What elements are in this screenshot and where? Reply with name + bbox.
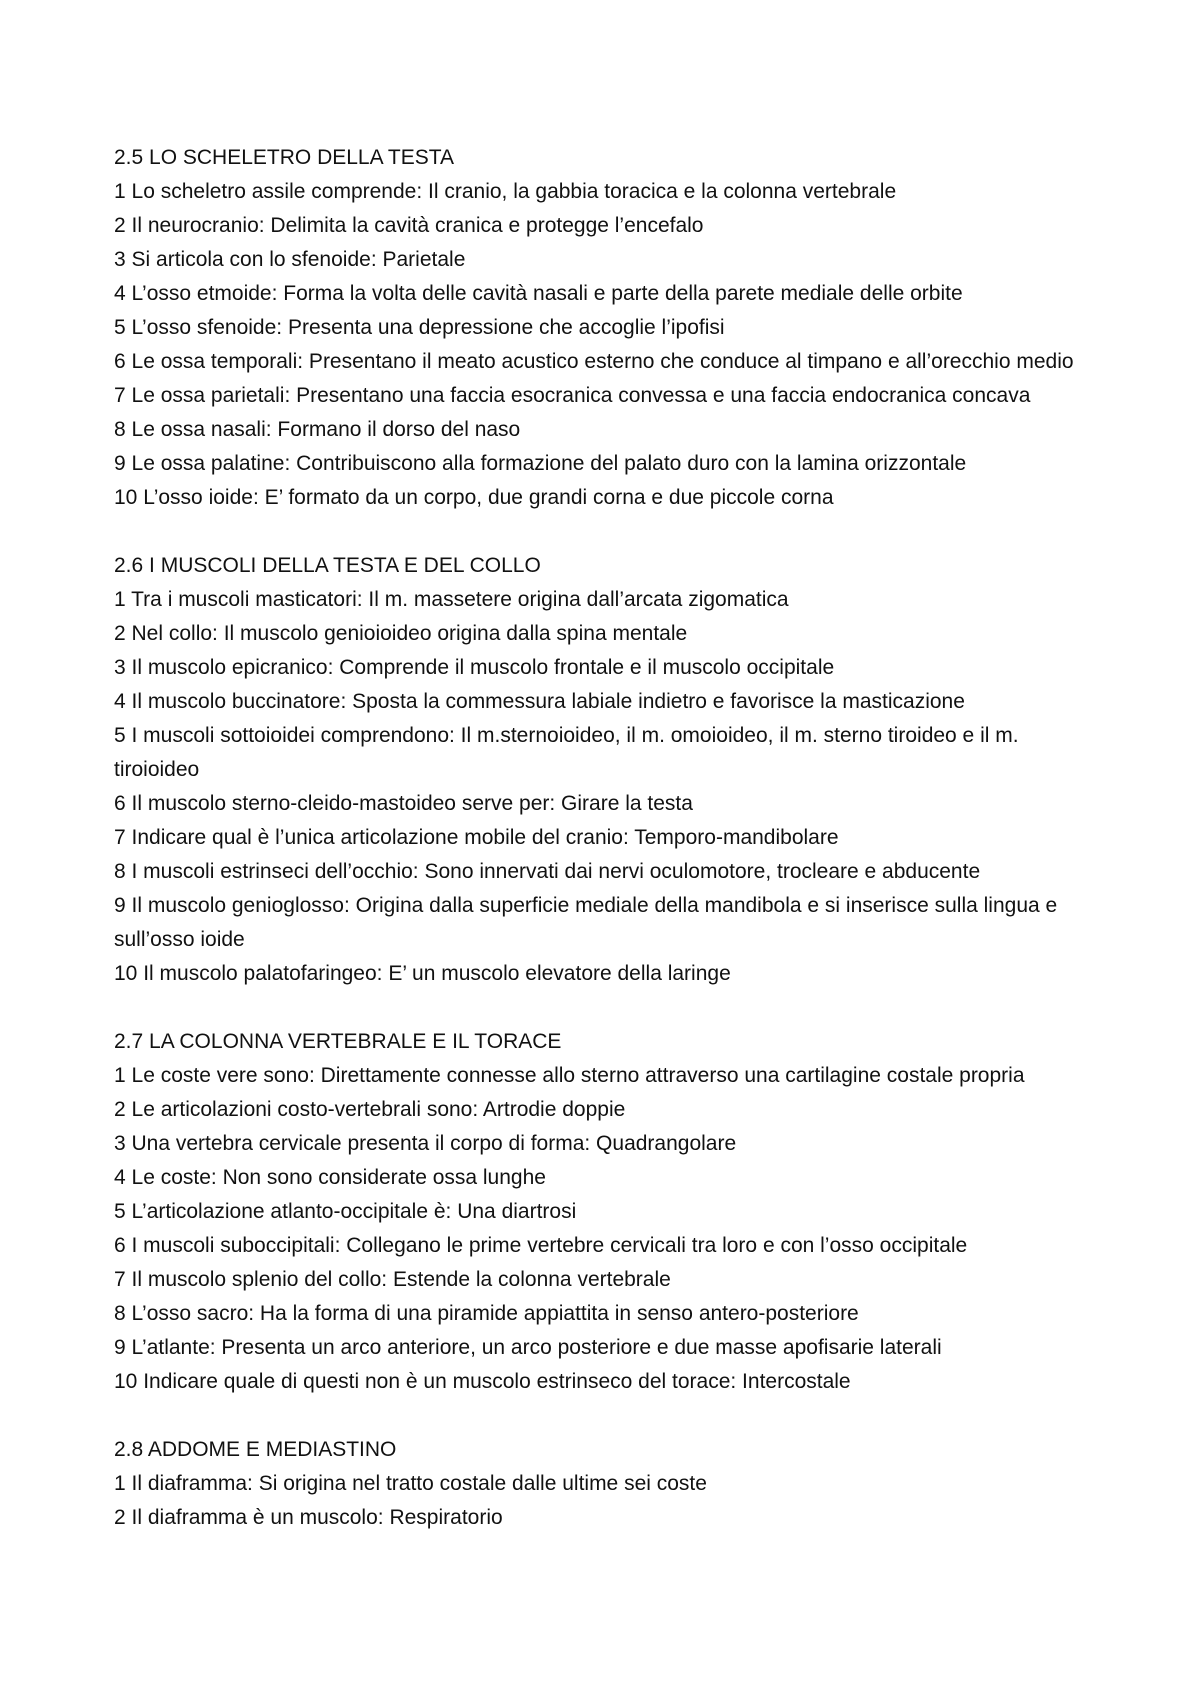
list-item: 7 Il muscolo splenio del collo: Estende la colonna vertebrale <box>114 1268 671 1291</box>
list-item: 3 Si articola con lo sfenoide: Parietale <box>114 248 466 271</box>
list-item: 10 Indicare quale di questi non è un muscolo estrinseco del torace: Intercostale <box>114 1370 851 1393</box>
section-title: 2.7 LA COLONNA VERTEBRALE E IL TORACE <box>114 1030 562 1053</box>
section-addome-mediastino <box>114 1433 1104 1535</box>
list-item: 9 L’atlante: Presenta un arco anteriore, un arco posteriore e due masse apofisarie laterali <box>114 1336 942 1359</box>
list-item: 5 I muscoli sottoioidei comprendono: Il m.sternoioideo, il m. omoioideo, il m. sterno tiroideo e il m. tiroioideo <box>114 724 1019 781</box>
section-title: 2.6 I MUSCOLI DELLA TESTA E DEL COLLO <box>114 554 541 577</box>
section-title: 2.8 ADDOME E MEDIASTINO <box>114 1438 397 1461</box>
list-item: 9 Il muscolo genioglosso: Origina dalla superficie mediale della mandibola e si inserisce sulla lingua e sull’osso ioide <box>114 894 1058 951</box>
section-colonna-torace <box>114 1025 1104 1399</box>
list-item: 3 Il muscolo epicranico: Comprende il muscolo frontale e il muscolo occipitale <box>114 656 835 679</box>
list-item: 7 Indicare qual è l’unica articolazione mobile del cranio: Temporo-mandibolare <box>114 826 839 849</box>
section-scheletro-testa <box>114 141 1104 515</box>
list-item: 4 Le coste: Non sono considerate ossa lunghe <box>114 1166 546 1189</box>
list-item: 1 Le coste vere sono: Direttamente connesse allo sterno attraverso una cartilagine costale propria <box>114 1064 1025 1087</box>
list-item: 2 Nel collo: Il muscolo genioioideo origina dalla spina mentale <box>114 622 688 645</box>
list-item: 8 Le ossa nasali: Formano il dorso del naso <box>114 418 521 441</box>
list-item: 1 Il diaframma: Si origina nel tratto costale dalle ultime sei coste <box>114 1472 707 1495</box>
list-item: 5 L’articolazione atlanto-occipitale è: Una diartrosi <box>114 1200 577 1223</box>
list-item: 2 Il neurocranio: Delimita la cavità cranica e protegge l’encefalo <box>114 214 704 237</box>
list-item: 10 Il muscolo palatofaringeo: E’ un muscolo elevatore della laringe <box>114 962 731 985</box>
list-item: 8 I muscoli estrinseci dell’occhio: Sono innervati dai nervi oculomotore, trocleare e abducente <box>114 860 981 883</box>
list-item: 4 Il muscolo buccinatore: Sposta la commessura labiale indietro e favorisce la masticazione <box>114 690 965 713</box>
section-muscoli-testa-collo <box>114 549 1104 991</box>
list-item: 2 Il diaframma è un muscolo: Respiratorio <box>114 1506 503 1529</box>
list-item: 9 Le ossa palatine: Contribuiscono alla formazione del palato duro con la lamina orizzontale <box>114 452 967 475</box>
list-item: 5 L’osso sfenoide: Presenta una depressione che accoglie l’ipofisi <box>114 316 725 339</box>
list-item: 6 Le ossa temporali: Presentano il meato acustico esterno che conduce al timpano e all’orecchio medio <box>114 350 1074 373</box>
list-item: 8 L’osso sacro: Ha la forma di una piramide appiattita in senso antero-posteriore <box>114 1302 859 1325</box>
section-title: 2.5 LO SCHELETRO DELLA TESTA <box>114 146 455 169</box>
list-item: 1 Tra i muscoli masticatori: Il m. massetere origina dall’arcata zigomatica <box>114 588 789 611</box>
list-item: 10 L’osso ioide: E’ formato da un corpo, due grandi corna e due piccole corna <box>114 486 834 509</box>
list-item: 1 Lo scheletro assile comprende: Il cranio, la gabbia toracica e la colonna vertebrale <box>114 180 897 203</box>
list-item: 7 Le ossa parietali: Presentano una faccia esocranica convessa e una faccia endocranica concava <box>114 384 1031 407</box>
list-item: 4 L’osso etmoide: Forma la volta delle cavità nasali e parte della parete mediale delle orbite <box>114 282 963 305</box>
list-item: 6 I muscoli suboccipitali: Collegano le prime vertebre cervicali tra loro e con l’osso occipitale <box>114 1234 968 1257</box>
list-item: 6 Il muscolo sterno-cleido-mastoideo serve per: Girare la testa <box>114 792 693 815</box>
list-item: 2 Le articolazioni costo-vertebrali sono: Artrodie doppie <box>114 1098 626 1121</box>
list-item: 3 Una vertebra cervicale presenta il corpo di forma: Quadrangolare <box>114 1132 737 1155</box>
